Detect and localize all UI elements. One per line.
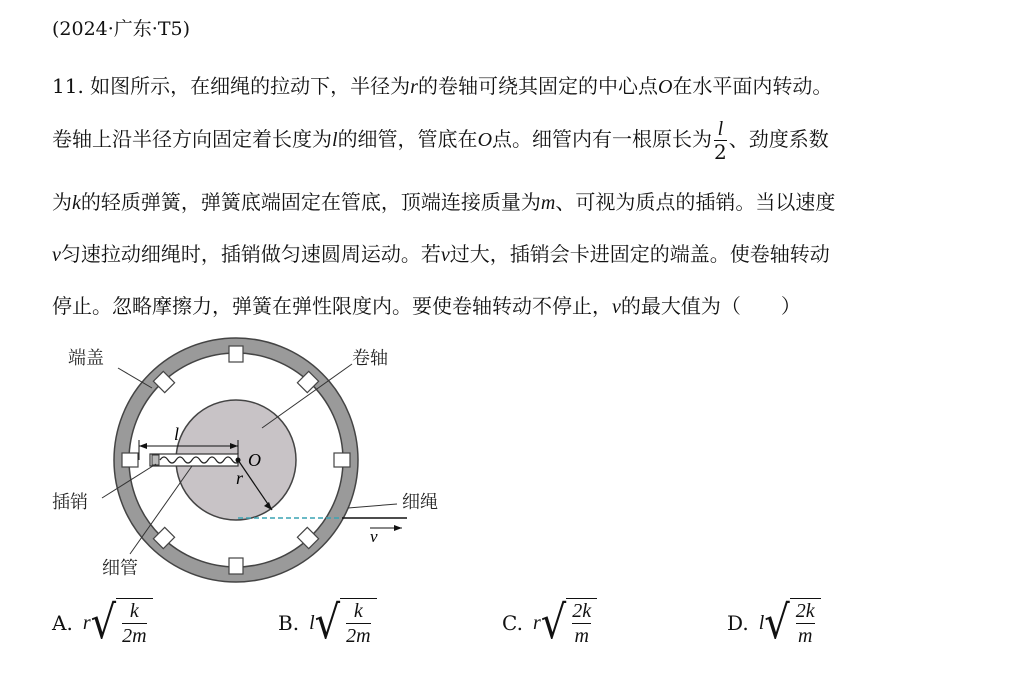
label-r: r (236, 468, 244, 488)
label-pin: 插销 (52, 492, 88, 513)
option-a[interactable]: A. r √ $\frac{k}{2m}$ (52, 598, 153, 648)
question-line-5: 停止。忽略摩擦力，弹簧在弹性限度内。要使卷轴转动不停止，v的最大值为（ ） (52, 294, 801, 318)
label-l: l (174, 424, 180, 444)
question-number: 11. (52, 74, 84, 98)
sqrt-expression: √ $\frac{2k}{m}$ (764, 598, 820, 648)
option-b[interactable]: B. l √ $\frac{k}{2m}$ (278, 598, 377, 648)
question-line-3: 为k的轻质弹簧，弹簧底端固定在管底，顶端连接质量为m、可视为质点的插销。当以速度 (52, 190, 836, 214)
reel-diagram (52, 330, 472, 592)
question-line-4: v匀速拉动细绳时，插销做匀速圆周运动。若v过大，插销会卡进固定的端盖。使卷轴转动 (52, 242, 830, 266)
option-d[interactable]: D. l √ $\frac{2k}{m}$ (727, 598, 821, 648)
sqrt-expression: √ $\frac{k}{2m}$ (91, 598, 153, 648)
label-v: v (370, 527, 378, 546)
question-line-1: 11. 如图所示，在细绳的拉动下，半径为r的卷轴可绕其固定的中心点O在水平面内转动。 (52, 74, 833, 98)
label-O: O (248, 450, 261, 470)
label-endcap: 端盖 (68, 348, 104, 369)
label-reel: 卷轴 (352, 348, 388, 369)
option-c[interactable]: C. r √ $\frac{2k}{m}$ (502, 598, 597, 648)
label-tube: 细管 (102, 558, 138, 579)
sqrt-expression: √ $\frac{k}{2m}$ (315, 598, 377, 648)
label-rope: 细绳 (402, 492, 438, 513)
tube (150, 454, 238, 466)
fraction-l-over-2: $\frac{l}{2}$ (714, 118, 727, 164)
question-line-2: 卷轴上沿半径方向固定着长度为l的细管，管底在O点。细管内有一根原长为 $\frac{l}{2}$ 、劲度系数 (52, 118, 829, 164)
source-tag: (2024·广东·T5) (52, 18, 191, 40)
sqrt-expression: √ $\frac{2k}{m}$ (541, 598, 597, 648)
pin (152, 455, 159, 465)
